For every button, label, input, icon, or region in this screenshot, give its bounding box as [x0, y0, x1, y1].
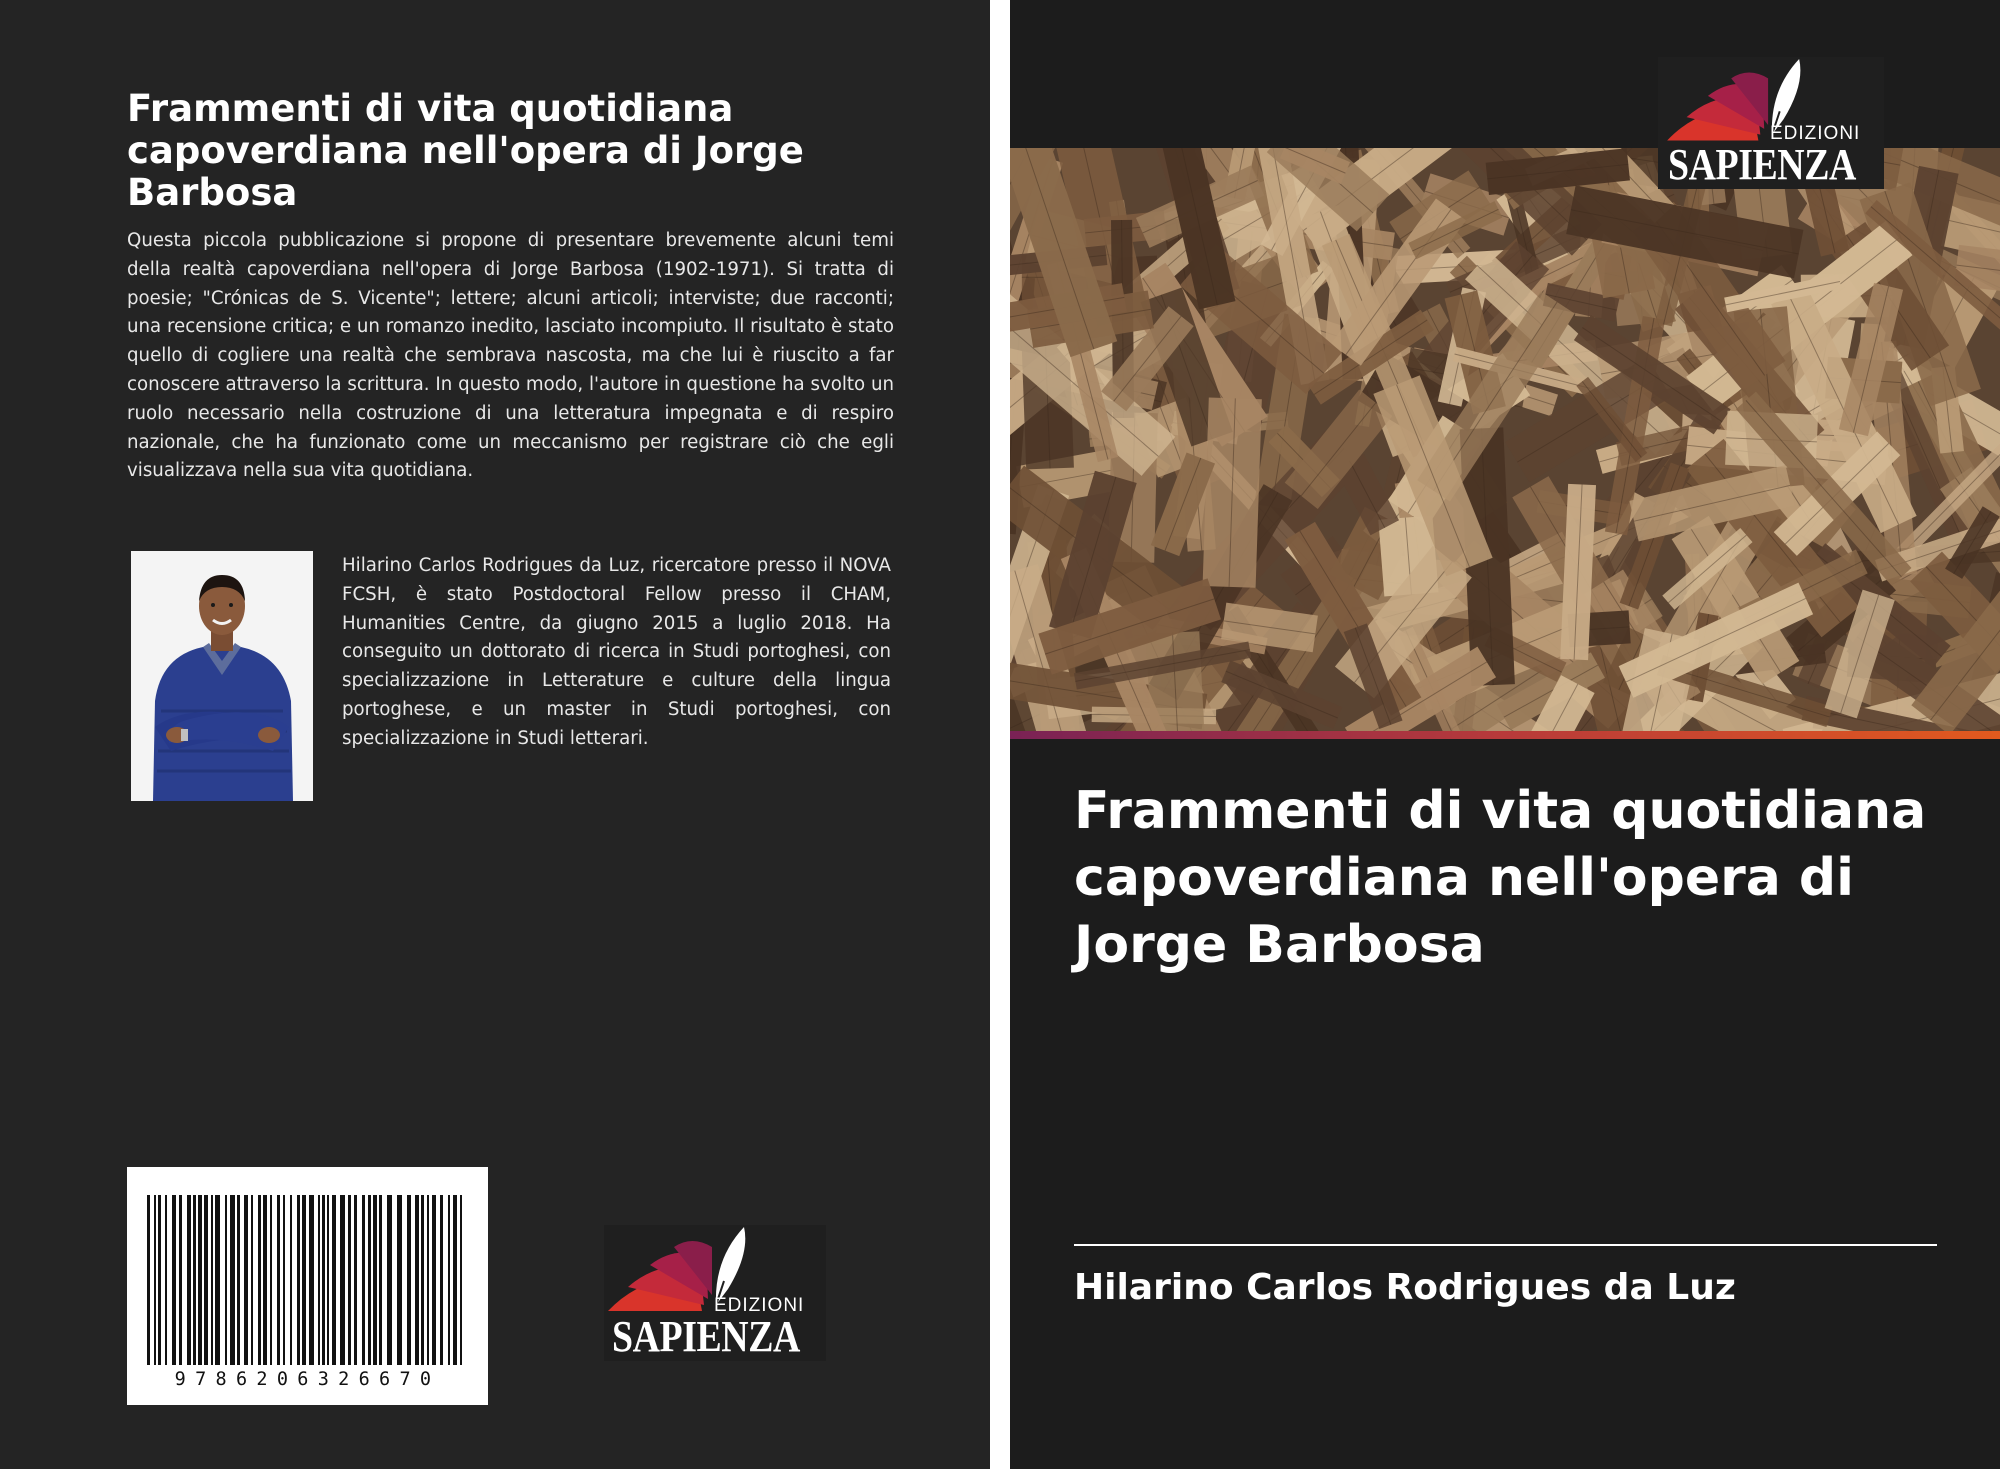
front-cover [1010, 0, 2000, 1469]
osb-wood-texture [1010, 148, 2000, 731]
publisher-edizioni: EDIZIONI [714, 1295, 805, 1316]
cover-photo [1010, 148, 2000, 731]
title-divider [1074, 1244, 1937, 1246]
accent-bar [1010, 731, 2000, 739]
isbn-barcode [127, 1167, 488, 1405]
publisher-logo-front [1658, 57, 1884, 189]
back-cover [0, 0, 990, 1469]
author-bio: Hilarino Carlos Rodrigues da Luz, ricercatore presso il NOVA FCSH, è stato Postdoctoral Fellow presso il CHAM, Humanities Centre, da giugno 2015 a luglio 2018. Ha conseguito un dottorato di ricerca in Studi portoghesi, con specializzazione in Letterature e culture della lingua portoghese, e un master in Studi portoghesi, con specializzazione in Studi letterari. [342, 555, 891, 749]
back-cover-title: Frammenti di vita quotidiana capoverdiana nell'opera di Jorge Barbosa [127, 87, 804, 214]
publisher-name: SAPIENZA [1668, 140, 1856, 189]
spine-gap [990, 0, 1010, 1469]
publisher-edizioni: EDIZIONI [1770, 123, 1861, 144]
front-cover-author: Hilarino Carlos Rodrigues da Luz [1074, 1267, 1736, 1308]
front-cover-title: Frammenti di vita quotidiana capoverdiana nell'opera di Jorge Barbosa [1074, 781, 1927, 975]
back-cover-summary: Questa piccola pubblicazione si propone di presentare brevemente alcuni temi della realtà capoverdiana nell'opera di Jorge Barbosa (1902-1971). Si tratta di poesie; "Crónicas de S. Vicente"; lettere; alcuni articoli; interviste; due racconti; una recensione critica; e un romanzo inedito, lasciato incompiuto. Il risultato è stato quello di cogliere una realtà che sembrava nascosta, ma che lui è riuscito a far conoscere attraverso la scrittura. In questo modo, l'autore in questione ha svolto un ruolo necessario nella costruzione di una letteratura impegnata e di respiro nazionale, che ha funzionato come un meccanismo per registrare ciò che egli visualizzava nella sua vita quotidiana. [127, 230, 894, 482]
publisher-logo-back [604, 1225, 826, 1361]
publisher-name: SAPIENZA [612, 1312, 800, 1361]
author-portrait-icon [131, 551, 313, 801]
author-photo [131, 551, 313, 801]
isbn-digits: 9786206326670 [174, 1369, 441, 1390]
